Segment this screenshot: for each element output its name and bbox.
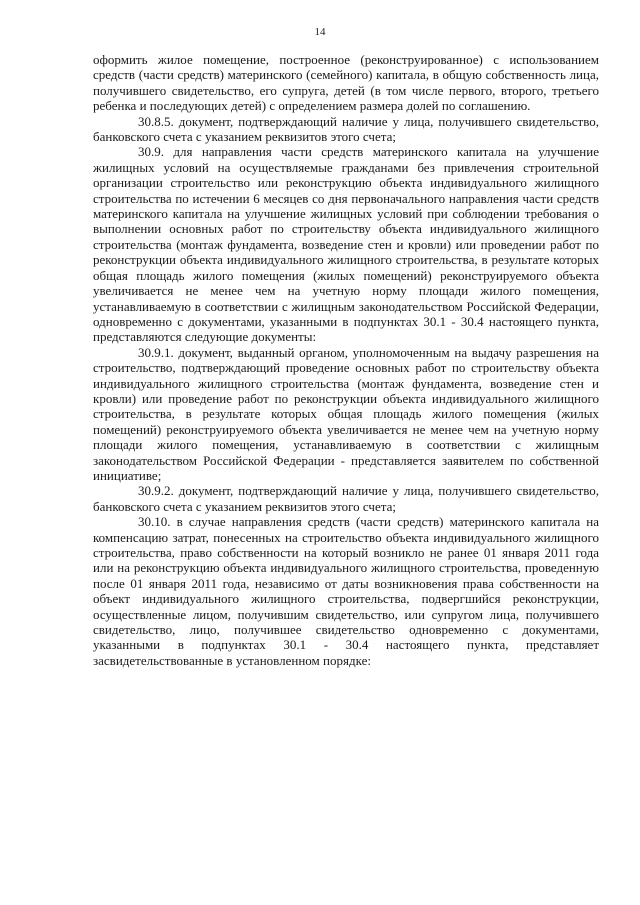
paragraph-30-9: 30.9. для направления части средств материнского капитала на улучшение жилищных условий на осуществляемые гражданами без привлечения строительной организации строительство или реконструкцию объекта индивидуального жилищного строительства по истечении 6 месяцев со дня первоначального направления части средств материнского капитала на улучшение жилищных условий при соблюдении требования о выполнении основных работ по строительству объекта индивидуального жилищного строительства (монтаж фундамента, возведение стен и кровли) или проведении работ по реконструкции объекта индивидуального жилищного строительства, в результате которых общая площадь жилого помещения (жилых помещений) реконструируемого объекта увеличивается не менее чем на учетную норму площади жилого помещения, устанавливаемую в соответствии с жилищным законодательством Российской Федерации, одновременно с документами, указанными в подпунктах 30.1 - 30.4 настоящего пункта, представляются следующие документы: [93, 144, 599, 345]
paragraph-30-9-2: 30.9.2. документ, подтверждающий наличие у лица, получившего свидетельство, банковского счета с указанием реквизитов этого счета; [93, 483, 599, 514]
paragraph-continuation: оформить жилое помещение, построенное (реконструированное) с использованием средств (части средств) материнского (семейного) капитала, в общую собственность лица, получившего свидетельство, его супруга, детей (в том числе первого, второго, третьего ребенка и последующих детей) с определением размера долей по соглашению. [93, 52, 599, 114]
paragraph-30-9-1: 30.9.1. документ, выданный органом, уполномоченным на выдачу разрешения на строительство, подтверждающий проведение основных работ по строительству объекта индивидуального жилищного строительства (монтаж фундамента, возведение стен и кровли) или проведение работ по реконструкции объекта индивидуального жилищного строительства, в результате которых общая площадь жилого помещения (жилых помещений) реконструируемого объекта увеличивается не менее чем на учетную норму площади жилого помещения, устанавливаемую в соответствии с жилищным законодательством Российской Федерации - представляется заявителем по собственной инициативе; [93, 344, 599, 483]
document-body [93, 52, 599, 668]
paragraph-30-8-5: 30.8.5. документ, подтверждающий наличие у лица, получившего свидетельство, банковского счета с указанием реквизитов этого счета; [93, 113, 599, 145]
paragraph-30-10: 30.10. в случае направления средств (части средств) материнского капитала на компенсацию затрат, понесенных на строительство объекта индивидуального жилищного строительства, право собственности на который возникло не ранее 01 января 2011 года или на реконструкцию объекта индивидуального жилищного строительства, проведенную после 01 января 2011 года, независимо от даты возникновения права собственности на объект индивидуального жилищного строительства, подвергшийся реконструкции, осуществленные лицом, получившим свидетельство, или супругом лица, получившего свидетельство, лицо, получившее свидетельство одновременно с документами, указанными в подпунктах 30.1 - 30.4 настоящего пункта, представляет засвидетельствованные в установленном порядке: [93, 514, 599, 668]
page-number: 14 [314, 26, 326, 38]
